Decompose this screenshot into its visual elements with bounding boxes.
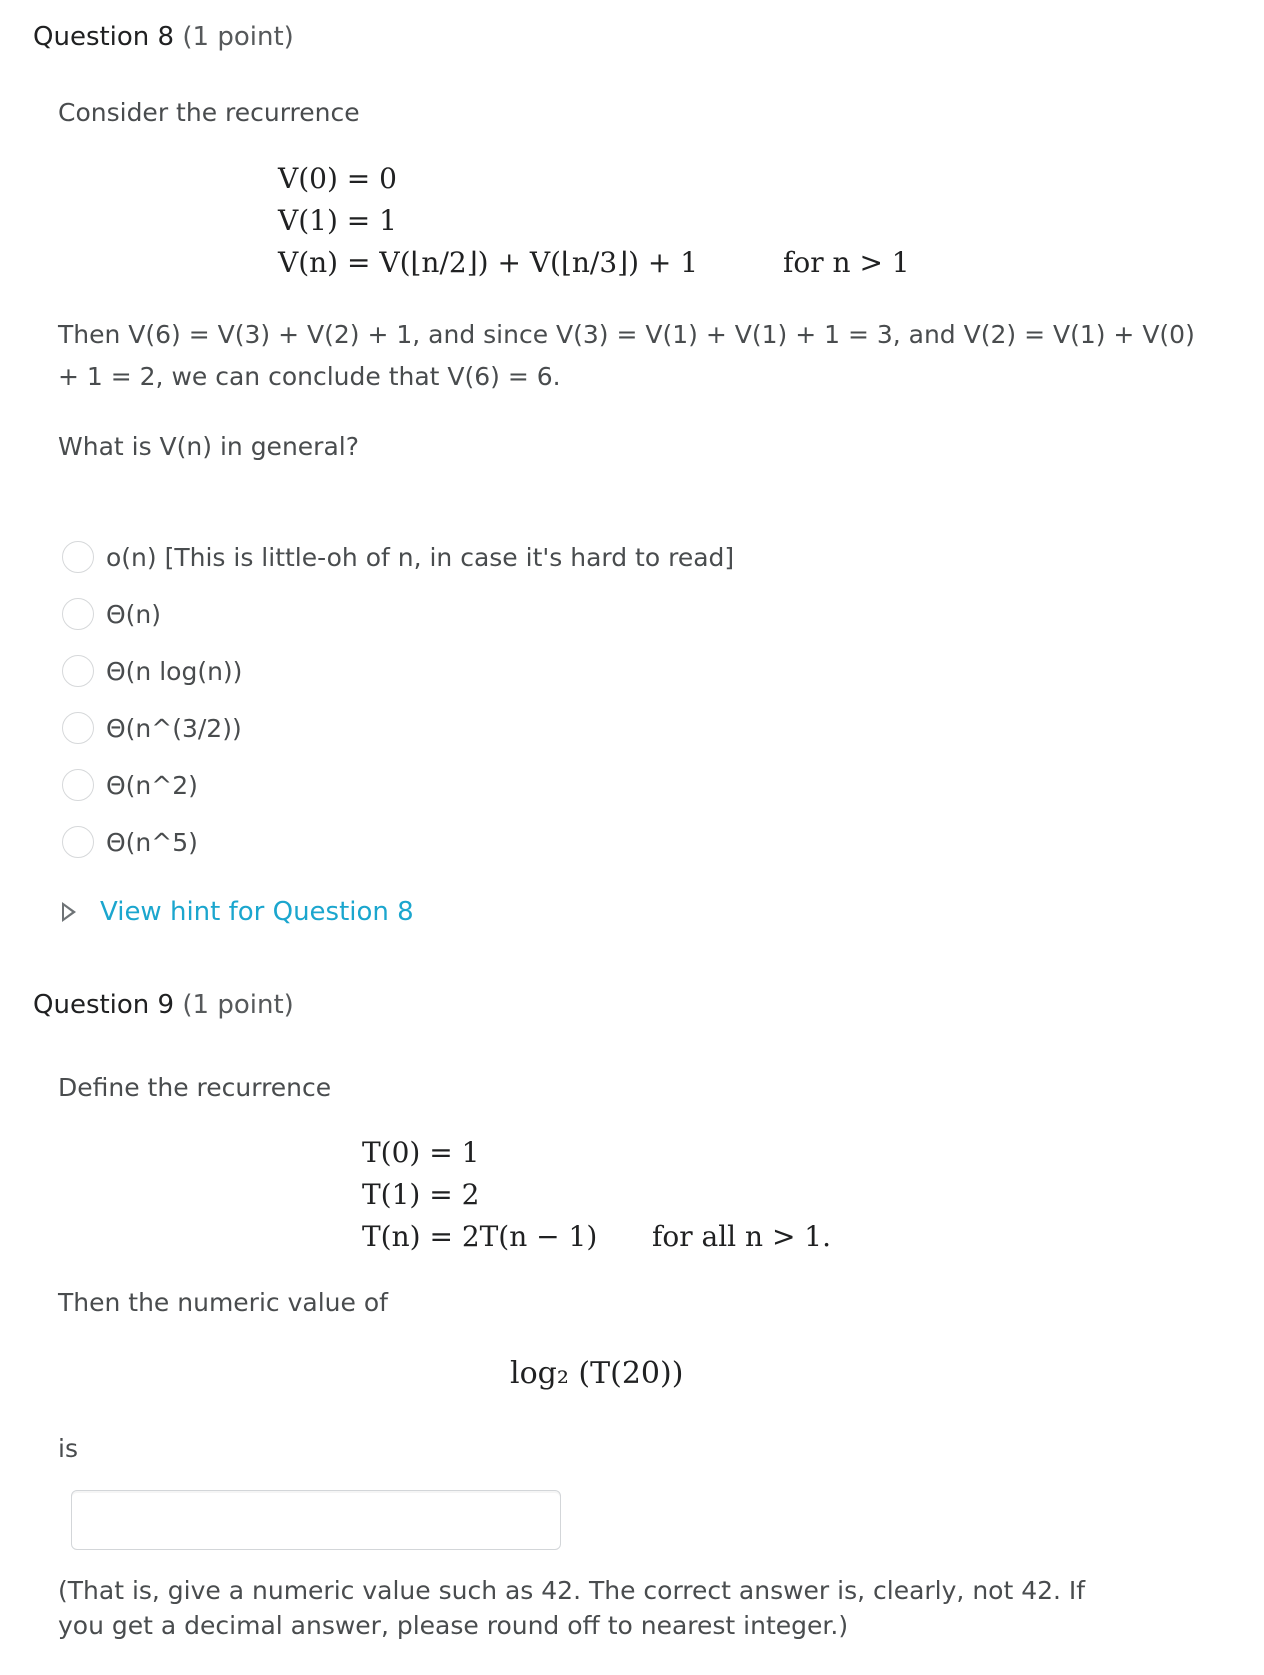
question-9-title (33, 990, 294, 1020)
radio-button[interactable] (62, 712, 94, 744)
option-label: Θ(n^5) (106, 827, 198, 857)
q8-intro: Consider the recurrence (58, 98, 360, 127)
q8-question: What is V(n) in general? (58, 432, 359, 461)
q8-option-3[interactable] (62, 708, 242, 748)
radio-button[interactable] (62, 598, 94, 630)
radio-button[interactable] (62, 826, 94, 858)
q9-note-line2: you get a decimal answer, please round off to nearest integer.) (58, 1611, 849, 1640)
q8-hint-toggle[interactable] (62, 897, 414, 927)
question-9-name: Question 9 (33, 990, 175, 1020)
option-label: Θ(n log(n)) (106, 656, 243, 686)
question-9-points: (1 point) (182, 990, 294, 1020)
q9-eq-line1: T(0) = 1 (362, 1136, 480, 1169)
option-label: Θ(n) (106, 599, 162, 629)
q8-paragraph-line1: Then V(6) = V(3) + V(2) + 1, and since V(3) = V(1) + V(1) + 1 = 3, and V(2) = V(1) + V(0) (58, 320, 1195, 349)
question-8-name: Question 8 (33, 22, 175, 52)
q8-eq-line2: V(1) = 1 (278, 204, 397, 237)
radio-button[interactable] (62, 541, 94, 573)
q8-eq-line3: V(n) = V(⌊n/2⌋) + V(⌊n/3⌋) + 1 (278, 246, 699, 279)
q8-paragraph-line2: + 1 = 2, we can conclude that V(6) = 6. (58, 362, 561, 391)
question-8-title (33, 22, 294, 52)
option-label: o(n) [This is little-oh of n, in case it's hard to read] (106, 542, 735, 572)
q8-eq-line3-condition: for n > 1 (783, 246, 910, 279)
q9-answer-input[interactable] (71, 1490, 561, 1550)
radio-button[interactable] (62, 655, 94, 687)
q9-intro: Define the recurrence (58, 1073, 332, 1102)
option-label: Θ(n^2) (106, 770, 198, 800)
q8-option-1[interactable] (62, 594, 161, 634)
q9-expression: log₂ (T(20)) (510, 1356, 684, 1391)
disclosure-triangle-icon[interactable] (62, 902, 76, 922)
q9-note-line1: (That is, give a numeric value such as 42. The correct answer is, clearly, not 42. If (58, 1576, 1086, 1605)
q9-then: Then the numeric value of (58, 1288, 388, 1317)
q9-eq-line2: T(1) = 2 (362, 1178, 480, 1211)
q8-hint-link[interactable]: View hint for Question 8 (100, 897, 414, 927)
question-8-points: (1 point) (182, 22, 294, 52)
q9-eq-line3: T(n) = 2T(n − 1) (362, 1220, 598, 1253)
q9-eq-line3-condition: for all n > 1. (652, 1220, 832, 1253)
option-label: Θ(n^(3/2)) (106, 713, 242, 743)
q8-eq-line1: V(0) = 0 (278, 162, 397, 195)
q9-is: is (58, 1434, 78, 1463)
radio-button[interactable] (62, 769, 94, 801)
q8-option-0[interactable] (62, 537, 734, 577)
q8-option-4[interactable] (62, 765, 198, 805)
q8-option-2[interactable] (62, 651, 242, 691)
q8-option-5[interactable] (62, 822, 198, 862)
